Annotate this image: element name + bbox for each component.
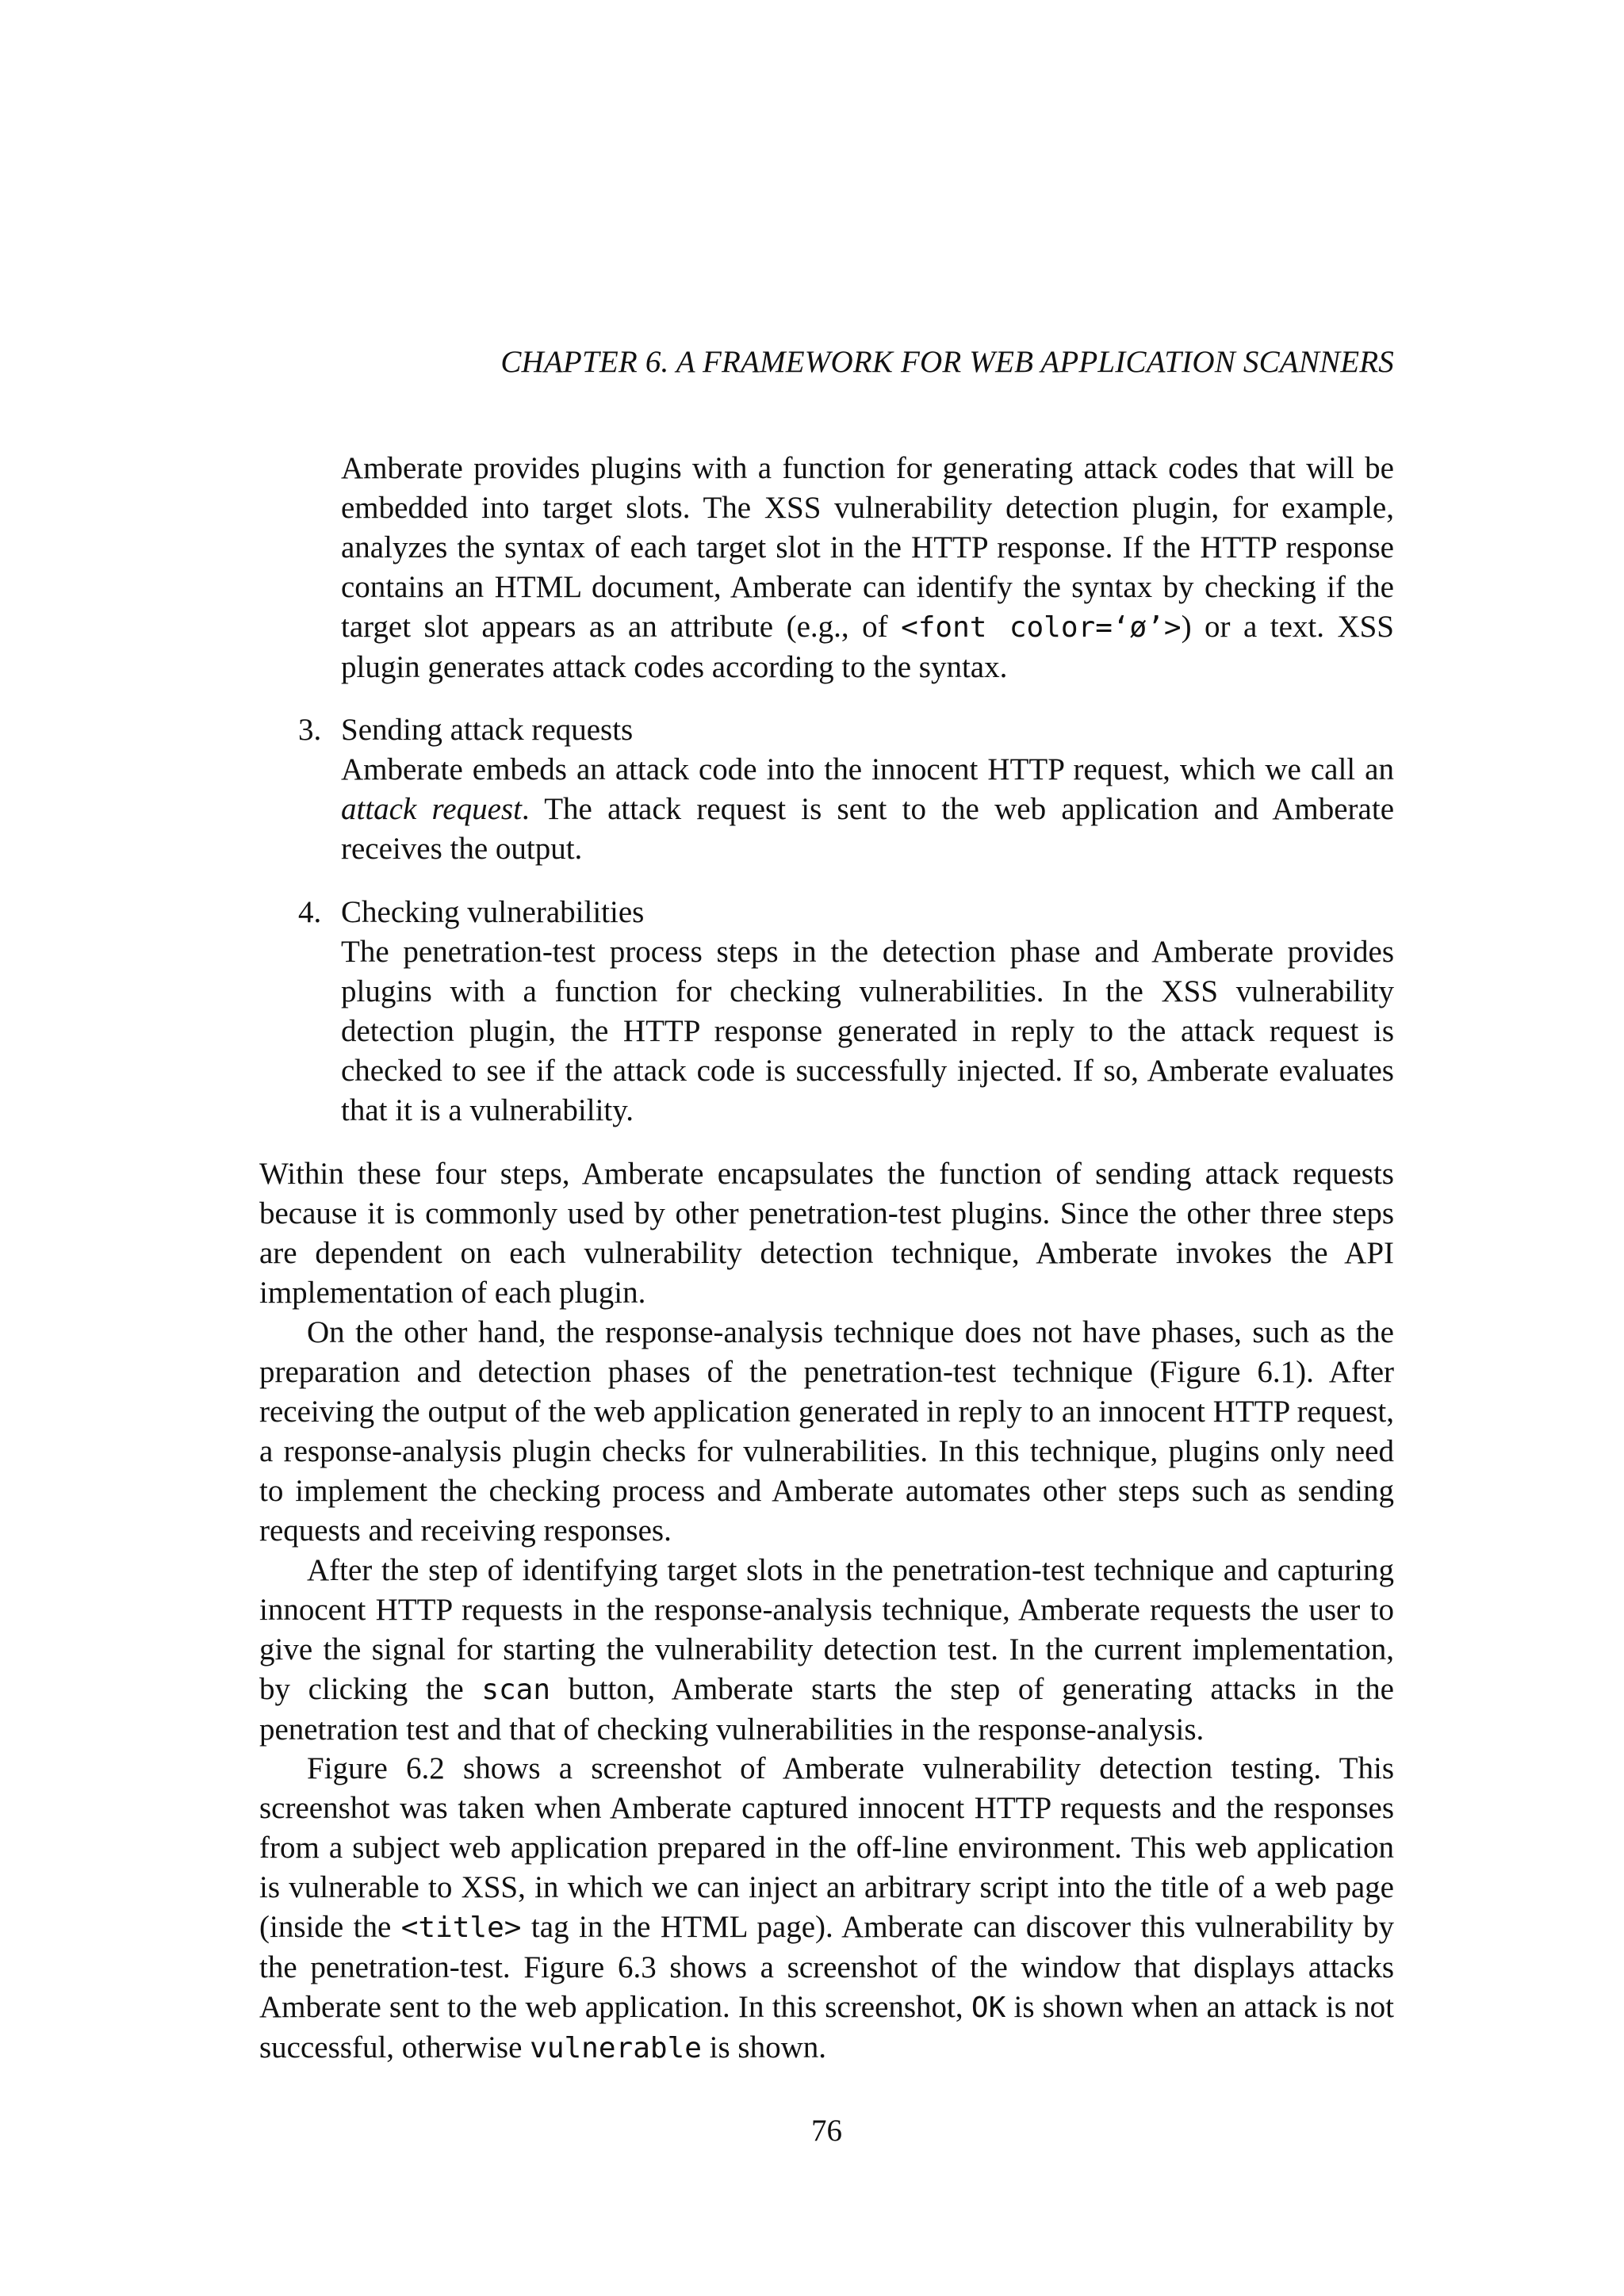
body-paragraph-4	[259, 1749, 1394, 2068]
inline-code-title-tag: <title>	[400, 1911, 522, 1944]
list-item-title-3: Sending attack requests	[341, 713, 634, 747]
item3-text-1: Amberate embeds an attack code into the innocent HTTP request, which we call an	[341, 752, 1394, 786]
running-header: CHAPTER 6. A FRAMEWORK FOR WEB APPLICATION SCANNERS	[500, 345, 1394, 379]
body-paragraph-1: Within these four steps, Amberate encapsulates the function of sending attack requests because it is commonly used by other penetration-test plugins. Since the other three steps are dependent on each vulnerability detection technique, Amberate invokes the API implementation of each plugin.	[259, 1157, 1394, 1310]
list-item-title-4: Checking vulnerabilities	[341, 895, 645, 929]
intro-paragraph	[341, 449, 1394, 687]
item3-text-2: . The attack request is sent to the web application and Amberate receives the output.	[341, 792, 1395, 866]
inline-code-vulnerable: vulnerable	[530, 2032, 702, 2064]
p3-text-2: button, Amberate starts the step of generating attacks in the penetration test and that of checking vulnerabilities in the response-analysis.	[259, 1672, 1394, 1747]
list-item-number-3: 3.	[298, 713, 322, 747]
body-paragraph-3	[259, 1551, 1394, 1750]
inline-code-scan: scan	[481, 1674, 551, 1706]
body-paragraph-2: On the other hand, the response-analysis technique does not have phases, such as the preparation and detection phases of the penetration-test technique (Figure 6.1). After receiving the output of the web application generated in reply to an innocent HTTP request, a response-analysis plugin checks for vulnerabilities. In this technique, plugins only need to implement the checking process and Amberate automates other steps such as sending requests and receiving responses.	[259, 1315, 1394, 1548]
p4-text-4: is shown.	[701, 2030, 827, 2064]
p3-text-1: After the step of identifying target slots in the penetration-test technique and capturing innocent HTTP requests in the response-analysis technique, Amberate requests the user to give the signal for starting the vulnerability detection test. In the current implementation, by clicking the	[259, 1553, 1394, 1706]
inline-code-font-color: <font color=‘ø’>	[901, 611, 1182, 644]
p4-text-1: Figure 6.2 shows a screenshot of Amberate vulnerability detection testing. This screenshot was taken when Amberate captured innocent HTTP requests and the responses from a subject web application prepared in the off-line environment. This web application is vulnerable to XSS, in which we can inject an arbitrary script into the title of a web page (inside the	[259, 1751, 1394, 1944]
inline-code-ok: OK	[971, 1992, 1006, 2024]
p4-text-2: tag in the HTML page). Amberate can discover this vulnerability by the penetration-test. Figure 6.3 shows a screenshot of the window that displays attacks Amberate sent to the web application. In this screenshot,	[259, 1910, 1394, 2024]
list-item-body-3	[341, 750, 1394, 869]
list-item-body-4: The penetration-test process steps in the detection phase and Amberate provides plugins with a function for checking vulnerabilities. In the XSS vulnerability detection plugin, the HTTP response generated in reply to the attack request is checked to see if the attack code is successfully injected. If so, Amberate evaluates that it is a vulnerability.	[341, 935, 1394, 1127]
list-item-number-4: 4.	[298, 895, 322, 929]
intro-text-1: Amberate provides plugins with a function for generating attack codes that will be embedded into target slots. The XSS vulnerability detection plugin, for example, analyzes the syntax of each target slot in the HTTP response. If the HTTP response contains an HTML document, Amberate can identify the syntax by checking if the target slot appears as an attribute (e.g., of	[341, 451, 1394, 644]
intro-text-2: ) or a text. XSS plugin generates attack codes according to the syntax.	[341, 610, 1394, 684]
item3-emphasis: attack request	[341, 792, 522, 826]
page-number: 76	[811, 2114, 842, 2148]
p4-text-3: is shown when an attack is not successful, otherwise	[259, 1990, 1394, 2064]
